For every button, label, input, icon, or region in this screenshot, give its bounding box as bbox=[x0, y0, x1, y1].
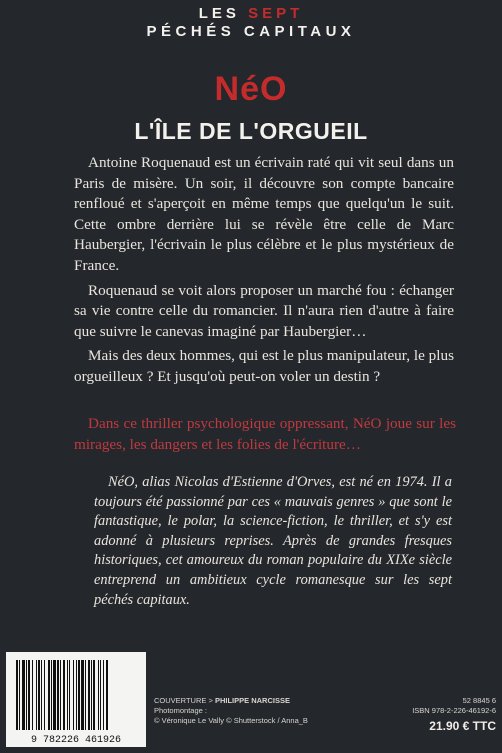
barcode-bar bbox=[103, 660, 104, 730]
author-name: NéO bbox=[214, 70, 288, 108]
barcode-bar bbox=[76, 660, 77, 730]
barcode-bar bbox=[69, 660, 70, 730]
synopsis-paragraph-3: Mais des deux hommes, qui est le plus manipulateur, le plus orgueilleux ? Et jusqu'où peut-on voler un destin ? bbox=[74, 347, 454, 385]
barcode-bar bbox=[32, 660, 33, 730]
series-accent: SEPT bbox=[248, 5, 304, 22]
barcode-bar bbox=[41, 660, 42, 730]
cover-name: PHILIPPE NARCISSE bbox=[214, 696, 290, 705]
photo-credit: © Véronique Le Vally © Shutterstock / Anna_B bbox=[154, 716, 308, 725]
barcode-bar bbox=[57, 660, 59, 730]
cover-label: COUVERTURE > bbox=[154, 696, 213, 705]
barcode-bar bbox=[60, 660, 61, 730]
synopsis-paragraph-1: Antoine Roquenaud est un écrivain raté qui vit seul dans un Paris de misère. Un soir, il découvre son compte bancaire renfloué et s'aperçoit en même temps que quelqu'un le suit. Cette ombre derrière lui se révèle être celle de Marc Haubergier, l'écrivain le plus célèbre et le plus mystérieux de France. bbox=[74, 154, 454, 274]
barcode-bar bbox=[51, 660, 52, 730]
synopsis bbox=[74, 153, 454, 392]
synopsis-paragraph-2: Roquenaud se voit alors proposer un marché fou : échanger sa vie contre celle du romancier. Il n'aura rien d'autre à faire que suivre le canevas imaginé par Haubergier… bbox=[74, 281, 454, 340]
barcode-bar bbox=[93, 660, 95, 730]
tagline: Dans ce thriller psychologique oppressant, NéO joue sur les mirages, les dangers et les folies de l'écriture… bbox=[74, 415, 456, 453]
price: 21.90 € TTC bbox=[429, 719, 496, 733]
cover-credit-line bbox=[154, 696, 308, 706]
barcode-bar bbox=[16, 660, 18, 730]
barcode-bar bbox=[44, 660, 45, 730]
barcode bbox=[6, 652, 146, 747]
barcode-bar bbox=[22, 660, 25, 730]
barcode-bar bbox=[98, 660, 99, 730]
photo-label: Photomontage : bbox=[154, 706, 207, 715]
barcode-bar bbox=[88, 660, 90, 730]
barcode-bar bbox=[19, 660, 20, 730]
barcode-bar bbox=[53, 660, 56, 730]
series-line-2: PÉCHÉS CAPITAUX bbox=[146, 23, 356, 40]
barcode-bar bbox=[78, 660, 80, 730]
barcode-bar bbox=[73, 660, 74, 730]
barcode-bar bbox=[67, 660, 68, 730]
isbn: ISBN 978-2-226-46192-6 bbox=[412, 706, 496, 715]
product-codes bbox=[380, 696, 496, 734]
book-title: L'ÎLE DE L'ORGUEIL bbox=[134, 118, 368, 144]
barcode-bar bbox=[106, 660, 108, 730]
barcode-digits: 9 782226 461926 bbox=[30, 735, 122, 746]
barcode-graphic bbox=[6, 652, 146, 747]
barcode-bar bbox=[91, 660, 92, 730]
barcode-bar bbox=[26, 660, 27, 730]
reference-code: 52 8845 6 bbox=[462, 696, 496, 705]
barcode-bar bbox=[48, 660, 50, 730]
series-heading bbox=[0, 5, 502, 42]
barcode-bar bbox=[36, 660, 37, 730]
cover-credits bbox=[154, 696, 308, 726]
barcode-bar bbox=[28, 660, 30, 730]
barcode-bar bbox=[81, 660, 84, 730]
barcode-bar bbox=[38, 660, 40, 730]
barcode-bar bbox=[85, 660, 86, 730]
author-bio: NéO, alias Nicolas d'Estienne d'Orves, est né en 1974. Il a toujours été passionné par ces « mauvais genres » que sont le fantastique, le polar, la science-fiction, le thriller, et s'y est adonné à plusieurs reprises. Après de grandes fresques historiques, cet amoureux du roman populaire du XIXe siècle entreprend un ambitieux cycle romanesque sur les sept péchés capitaux. bbox=[94, 474, 452, 608]
barcode-bar bbox=[63, 660, 65, 730]
series-line-1 bbox=[0, 5, 502, 22]
series-prefix: LES bbox=[198, 5, 240, 22]
barcode-bar bbox=[100, 660, 101, 730]
